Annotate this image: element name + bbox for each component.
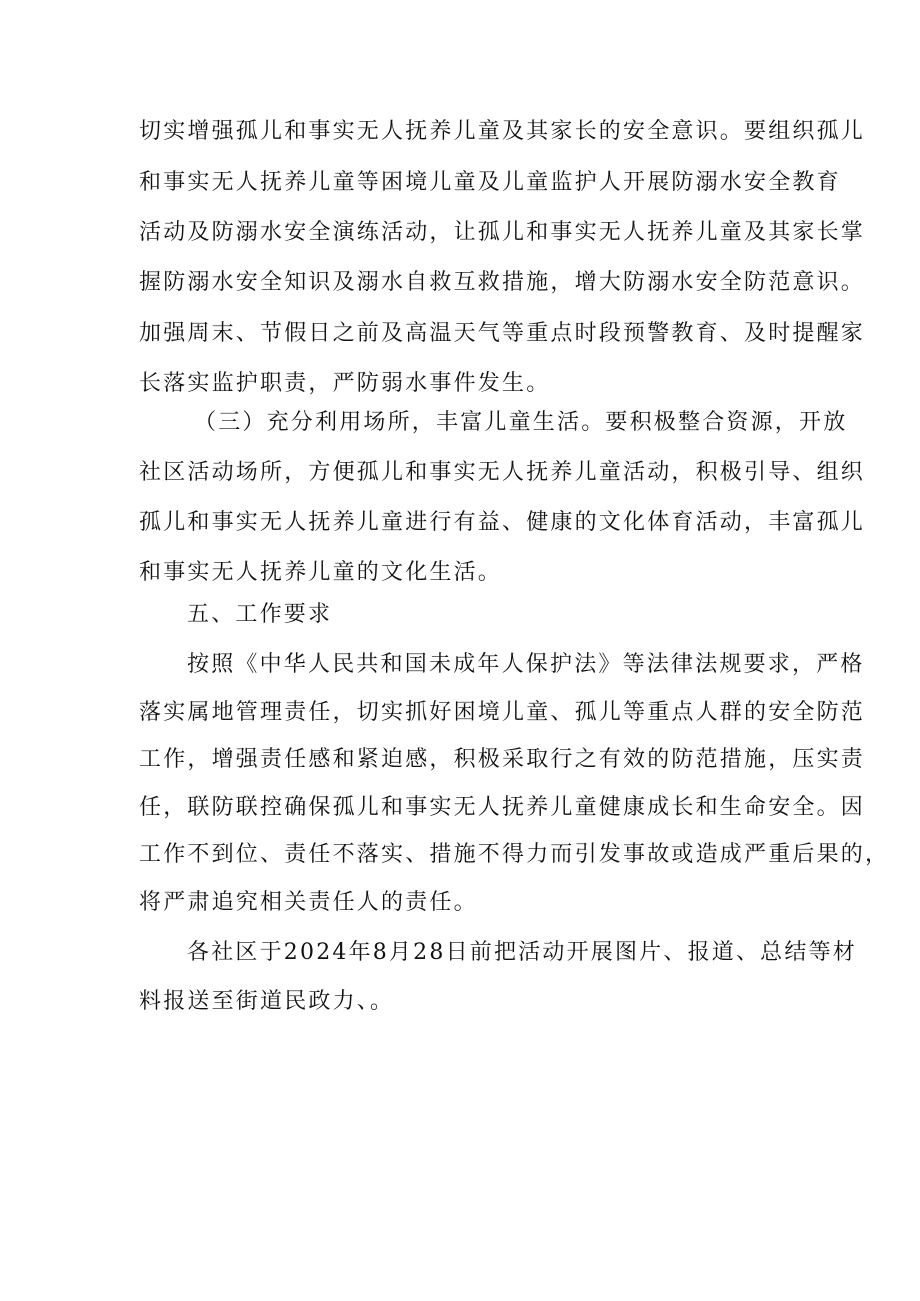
text-line: 社区活动场所，方便孤儿和事实无人抚养儿童活动，积极引导、组织 (139, 460, 866, 485)
text-line: 活动及防溺水安全演练活动，让孤儿和事实无人抚养儿童及其家长掌 (139, 220, 866, 245)
text-line: 落实属地管理责任，切实抓好困境儿童、孤儿等重点人群的安全防范 (139, 700, 866, 725)
text-line: 孤儿和事实无人抚养儿童进行有益、健康的文化体育活动，丰富孤儿 (139, 510, 866, 535)
text-line: 加强周末、节假日之前及高温天气等重点时段预警教育、及时提醒家 (139, 321, 866, 346)
text-line: 和事实无人抚养儿童等困境儿童及儿童监护人开展防溺水安全教育 (139, 170, 841, 195)
text-line: 工作，增强责任感和紧迫感，积极采取行之有效的防范措施，压实责 (139, 747, 866, 772)
text-line: （三）充分利用场所，丰富儿童生活。要积极整合资源，开放 (194, 410, 848, 435)
text-line: 和事实无人抚养儿童的文化生活。 (139, 560, 503, 585)
text-line: 各社区于2024年8月28日前把活动开展图片、报道、总结等材 (187, 940, 857, 965)
text-line: 将严肃追究相关责任人的责任。 (139, 890, 478, 915)
text-line: 按照《中华人民共和国未成年人保护法》等法律法规要求，严格 (187, 652, 865, 677)
text-line: 切实增强孤儿和事实无人抚养儿童及其家长的安全意识。要组织孤儿 (139, 119, 866, 144)
text-line: 料报送至街道民政力、。 (139, 989, 395, 1014)
text-line: 握防溺水安全知识及溺水自救互救措施，增大防溺水安全防范意识。 (139, 270, 866, 295)
text-line: 长落实监护职责，严防弱水事件发生。 (139, 371, 551, 396)
section-heading: 五、工作要求 (187, 602, 333, 627)
text-line: 工作不到位、责任不落实、措施不得力而引发事故或造成严重后果的， (139, 842, 890, 867)
text-line: 任，联防联控确保孤儿和事实无人抚养儿童健康成长和生命安全。因 (139, 795, 866, 820)
